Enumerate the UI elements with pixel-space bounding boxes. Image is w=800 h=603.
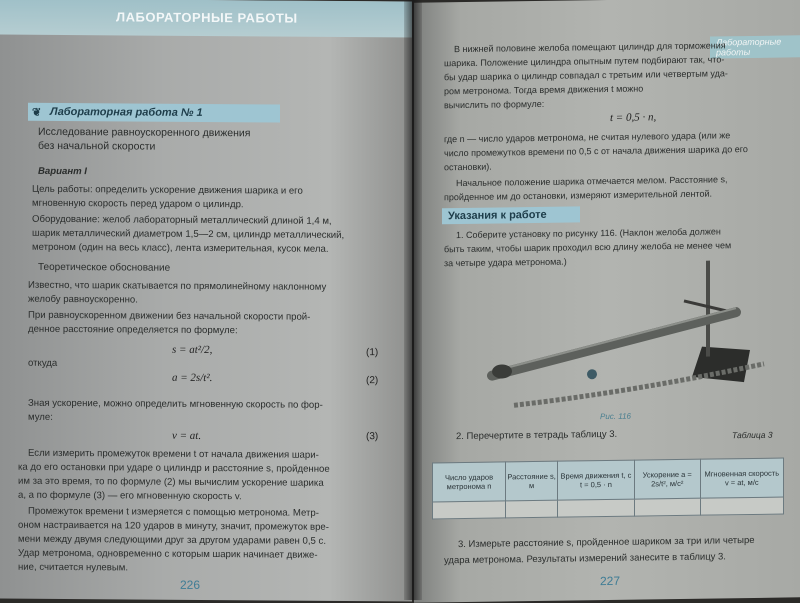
running-header-right: Лабораторные работы bbox=[710, 35, 800, 58]
text-line: шарика. Положение цилиндра опытным путем подбирают так, что- bbox=[444, 54, 725, 69]
apparatus-figure bbox=[474, 259, 794, 423]
text-line: Если измерить промежуток времени t от начала движения шари- bbox=[28, 447, 319, 461]
exercises-heading: Указания к работе bbox=[442, 206, 580, 224]
text-line: мени между двумя следующими друг за другом ударами равен 0,5 с. bbox=[18, 533, 326, 547]
text-line: оном настраивается на 120 ударов в минуту, значит, промежуток вре- bbox=[18, 519, 329, 533]
text-line: бы удар шарика о цилиндр совпадал с третьим или четвертым уда- bbox=[444, 68, 728, 83]
otkuda-text: откуда bbox=[28, 357, 58, 369]
text-line: шарик металлический диаметром 1,5—2 см, цилиндр металлический, bbox=[32, 227, 345, 241]
text-line: ром метронома. Тогда время движения t можно bbox=[444, 83, 644, 97]
table-label: Таблица 3 bbox=[732, 429, 773, 441]
formula-time: t = 0,5 · n, bbox=[610, 111, 657, 124]
table-cell bbox=[506, 500, 558, 518]
lab-title-band bbox=[28, 103, 280, 123]
table-cell bbox=[558, 499, 635, 517]
table-header-row bbox=[433, 458, 784, 502]
text-line: число промежутков времени по 0,5 с от начала движения шарика до его bbox=[444, 144, 748, 159]
cylinder bbox=[492, 364, 512, 378]
text-line: где n — число ударов метронома, не считая нулевого удара (или же bbox=[444, 130, 731, 145]
formula-1: s = at²/2, bbox=[172, 343, 213, 357]
topic-line-2: без начальной скорости bbox=[38, 139, 156, 153]
formula-3: v = at. bbox=[172, 429, 202, 442]
text-line: В нижней половине желоба помещают цилиндр для торможения bbox=[454, 40, 726, 55]
text-line: Цель работы: определить ускорение движения шарика и его bbox=[32, 183, 303, 197]
formula-2: a = 2s/t². bbox=[172, 371, 213, 385]
topic-line-1: Исследование равноускоренного движения bbox=[38, 125, 251, 140]
right-page bbox=[414, 0, 800, 603]
variant-label: Вариант I bbox=[38, 165, 87, 178]
text-line: Удар метронома, одновременно с которым шарик начинает движе- bbox=[18, 547, 318, 561]
table-header-cell: Мгновенная скорость v = at, м/с bbox=[700, 458, 783, 498]
running-header-left: ЛАБОРАТОРНЫЕ РАБОТЫ bbox=[116, 9, 298, 26]
page-number-right: 227 bbox=[600, 573, 621, 589]
table-header-cell: Расстояние s, м bbox=[506, 461, 558, 501]
table-cell bbox=[634, 498, 700, 516]
table-header-cell: Ускорение a = 2s/t², м/с² bbox=[634, 459, 700, 499]
text-line: мгновенную скорость перед ударом о цилиндр. bbox=[32, 197, 244, 211]
text-line: метроном (один на весь класс), лента измерительная, кусок мела. bbox=[32, 241, 329, 255]
table-3 bbox=[432, 458, 784, 520]
text-line: 1. Соберите установку по рисунку 116. (Наклон желоба должен bbox=[456, 226, 721, 241]
text-line: а, а по формуле (3) — его мгновенную скорость v. bbox=[18, 489, 242, 503]
theory-heading: Теоретическое обоснование bbox=[38, 261, 171, 274]
formula-2-number: (2) bbox=[366, 375, 379, 387]
formula-3-number: (3) bbox=[366, 431, 379, 443]
text-line: ка до его остановки при ударе о цилиндр и расстояние s, пройденное bbox=[18, 461, 330, 475]
text-line: пройденное им до остановки, измеряют измерительной лентой. bbox=[444, 188, 712, 203]
formula-1-number: (1) bbox=[366, 347, 379, 359]
text-line: Зная ускорение, можно определить мгновенную скорость по фор- bbox=[28, 397, 323, 411]
step-2-text: 2. Перечертите в тетрадь таблицу 3. bbox=[456, 428, 618, 443]
text-line: быть таким, чтобы шарик проходил всю длину желоба не менее чем bbox=[444, 240, 732, 255]
text-line: удара метронома. Результаты измерений занесите в таблицу 3. bbox=[444, 551, 726, 567]
text-line: ние, считается нулевым. bbox=[18, 561, 129, 574]
table-header-cell: Время движения t, с t = 0,5 · n bbox=[558, 460, 635, 500]
table-row bbox=[433, 497, 784, 519]
book-gutter bbox=[404, 0, 422, 600]
figure-caption: Рис. 116 bbox=[600, 411, 631, 422]
table-header-cell: Число ударов метронома n bbox=[433, 462, 506, 502]
text-line: Оборудование: желоб лабораторный металлический длиной 1,4 м, bbox=[32, 213, 332, 227]
text-line: муле: bbox=[28, 411, 53, 423]
text-line: вычислить по формуле: bbox=[444, 98, 545, 111]
text-line: 3. Измерьте расстояние s, пройденное шариком за три или четыре bbox=[458, 534, 755, 551]
leaf-icon: ❦ bbox=[32, 106, 42, 119]
text-line: Известно, что шарик скатывается по прямолинейному наклонному bbox=[28, 279, 327, 293]
text-line: за четыре удара метронома.) bbox=[444, 256, 567, 269]
table-cell bbox=[700, 497, 783, 515]
stand-rod bbox=[706, 261, 710, 357]
page-number-left: 226 bbox=[180, 577, 201, 592]
text-line: остановки). bbox=[444, 161, 492, 173]
text-line: Начальное положение шарика отмечается мелом. Расстояние s, bbox=[456, 174, 728, 189]
text-line: им за это время, то по формуле (2) мы вычислим ускорение шарика bbox=[18, 475, 324, 489]
lab-title: Лабораторная работа № 1 bbox=[50, 105, 203, 119]
text-line: При равноускоренном движении без начальной скорости прой- bbox=[28, 309, 311, 323]
text-line: денное расстояние определяется по формуле: bbox=[28, 323, 238, 337]
text-line: Промежуток времени t измеряется с помощью метронома. Метр- bbox=[28, 505, 319, 519]
ball bbox=[587, 369, 597, 379]
text-line: желобу равноускоренно. bbox=[28, 293, 138, 306]
table-cell bbox=[433, 501, 506, 519]
